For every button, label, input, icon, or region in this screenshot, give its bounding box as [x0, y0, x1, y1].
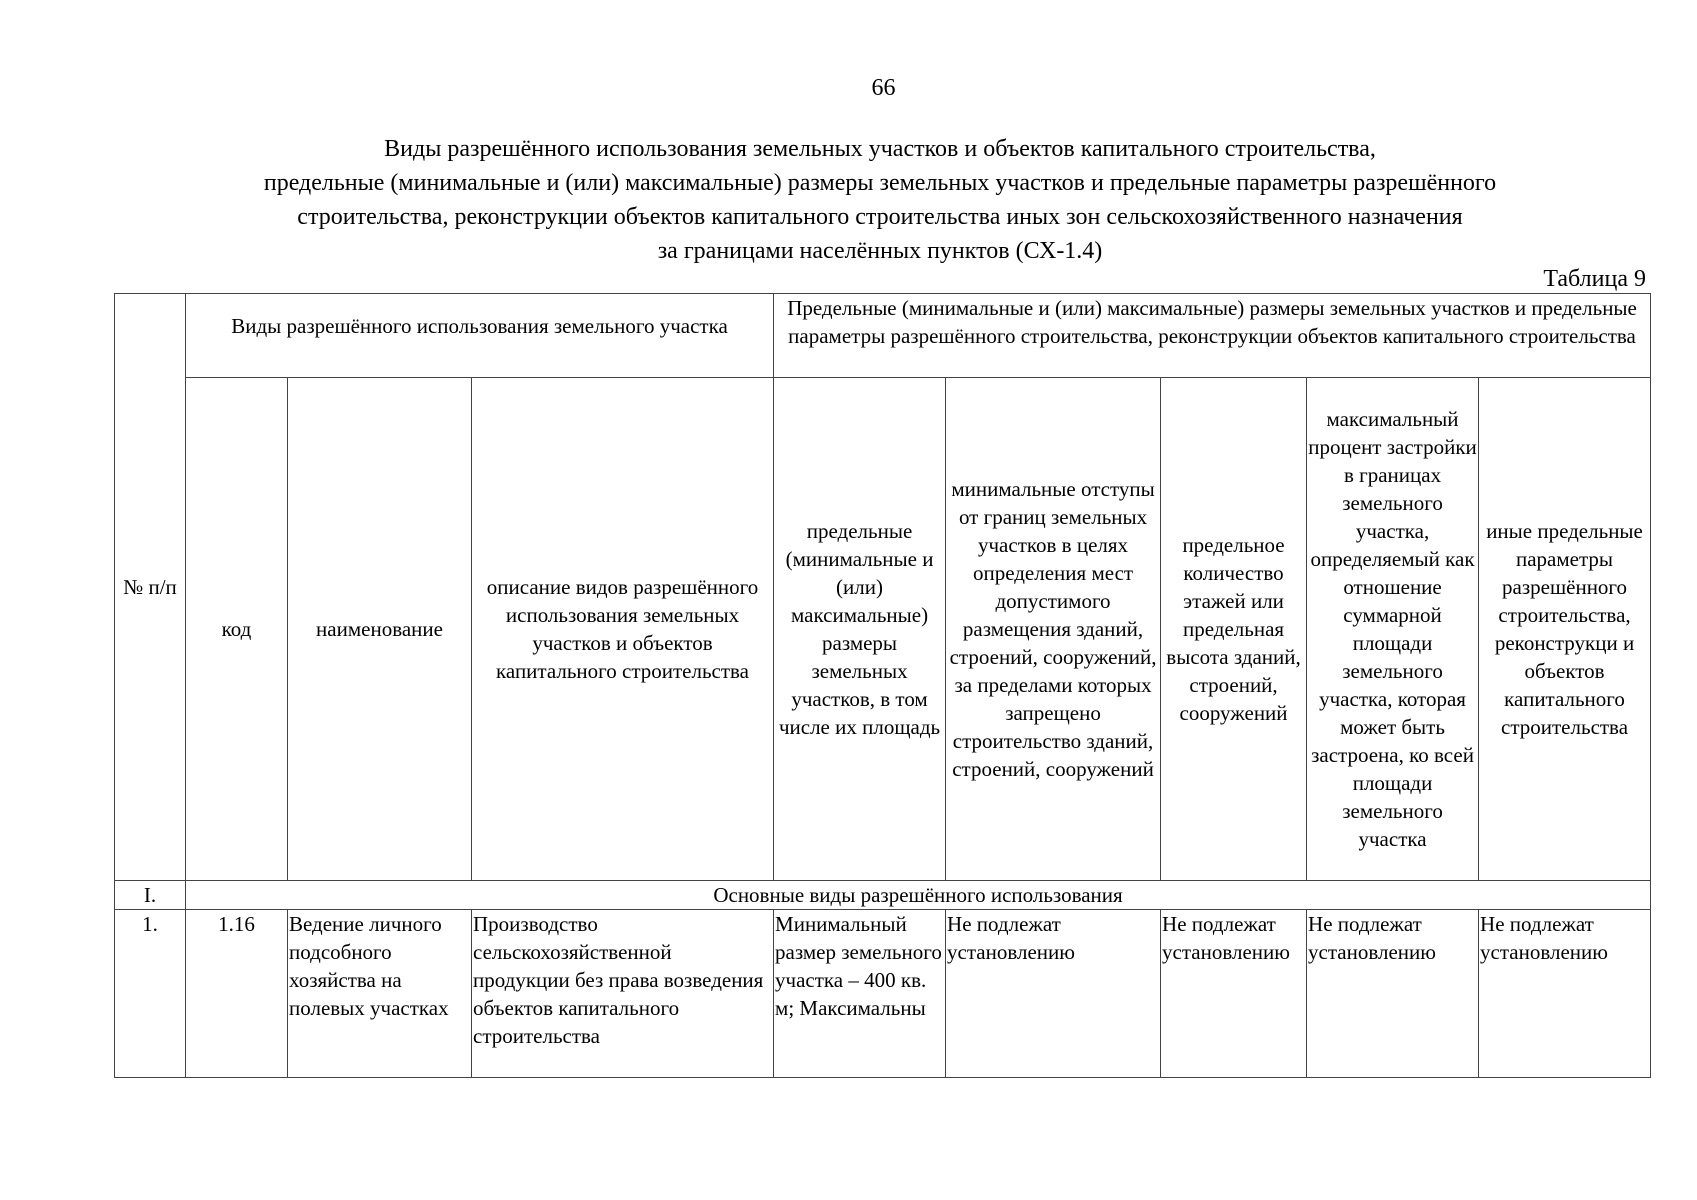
header-plot-size: предельные (минимальные и (или) максимальные) размеры земельных участков, в том числе их площадь — [774, 378, 946, 881]
page-number: 66 — [871, 75, 896, 101]
document-title — [120, 132, 1640, 268]
row-plot-size: Минимальный размер земельного участка – 400 кв. м; Максимальны — [774, 910, 946, 1078]
header-floors: предельное количество этажей или предельная высота зданий, строений, сооружений — [1161, 378, 1307, 881]
row-setbacks: Не подлежат установлению — [946, 910, 1161, 1078]
table-caption: Таблица 9 — [1543, 266, 1646, 292]
section-title: Основные виды разрешённого использования — [186, 881, 1651, 910]
header-row-group — [115, 294, 1651, 378]
row-max-coverage: Не подлежат установлению — [1307, 910, 1479, 1078]
title-line: предельные (минимальные и (или) максимальные) размеры земельных участков и предельные параметры разрешённого — [263, 170, 1497, 196]
title-line: Виды разрешённого использования земельных участков и объектов капитального строительства, — [384, 136, 1376, 162]
row-name: Ведение личного подсобного хозяйства на полевых участках — [288, 910, 472, 1078]
row-floors: Не подлежат установлению — [1161, 910, 1307, 1078]
section-number: I. — [115, 881, 186, 910]
header-max-coverage: максимальный процент застройки в границах земельного участка, определяемый как отношение суммарной площади земельного участка, которая может быть застроена, ко всей площади земельного участка — [1307, 378, 1479, 881]
row-description: Производство сельскохозяйственной продукции без права возведения объектов капитального строительства — [472, 910, 774, 1078]
regulations-table — [114, 293, 1651, 1078]
row-other-params: Не подлежат установлению — [1479, 910, 1651, 1078]
header-setbacks: минимальные отступы от границ земельных участков в целях определения мест допустимого размещения зданий, строений, сооружений, за пределами которых запрещено строительство зданий, строений, сооружений — [946, 378, 1161, 881]
header-code: код — [186, 378, 288, 881]
row-number: 1. — [115, 910, 186, 1078]
header-row-columns — [115, 378, 1651, 881]
header-other-params: иные предельные параметры разрешённого строительства, реконструкци и объектов капитального строительства — [1479, 378, 1651, 881]
title-line: за границами населённых пунктов (СХ-1.4) — [657, 238, 1103, 264]
header-name: наименование — [288, 378, 472, 881]
row-code: 1.16 — [186, 910, 288, 1078]
header-group-limit-parameters: Предельные (минимальные и (или) максимальные) размеры земельных участков и предельные параметры разрешённого строительства, реконструкции объектов капитального строительства — [774, 294, 1651, 378]
header-group-permitted-uses: Виды разрешённого использования земельного участка — [186, 294, 774, 378]
table-row — [115, 910, 1651, 1078]
title-line: строительства, реконструкции объектов капитального строительства иных зон сельскохозяйственного назначения — [297, 204, 1463, 230]
header-number: № п/п — [115, 294, 186, 881]
header-description: описание видов разрешённого использования земельных участков и объектов капитального строительства — [472, 378, 774, 881]
section-row — [115, 881, 1651, 910]
